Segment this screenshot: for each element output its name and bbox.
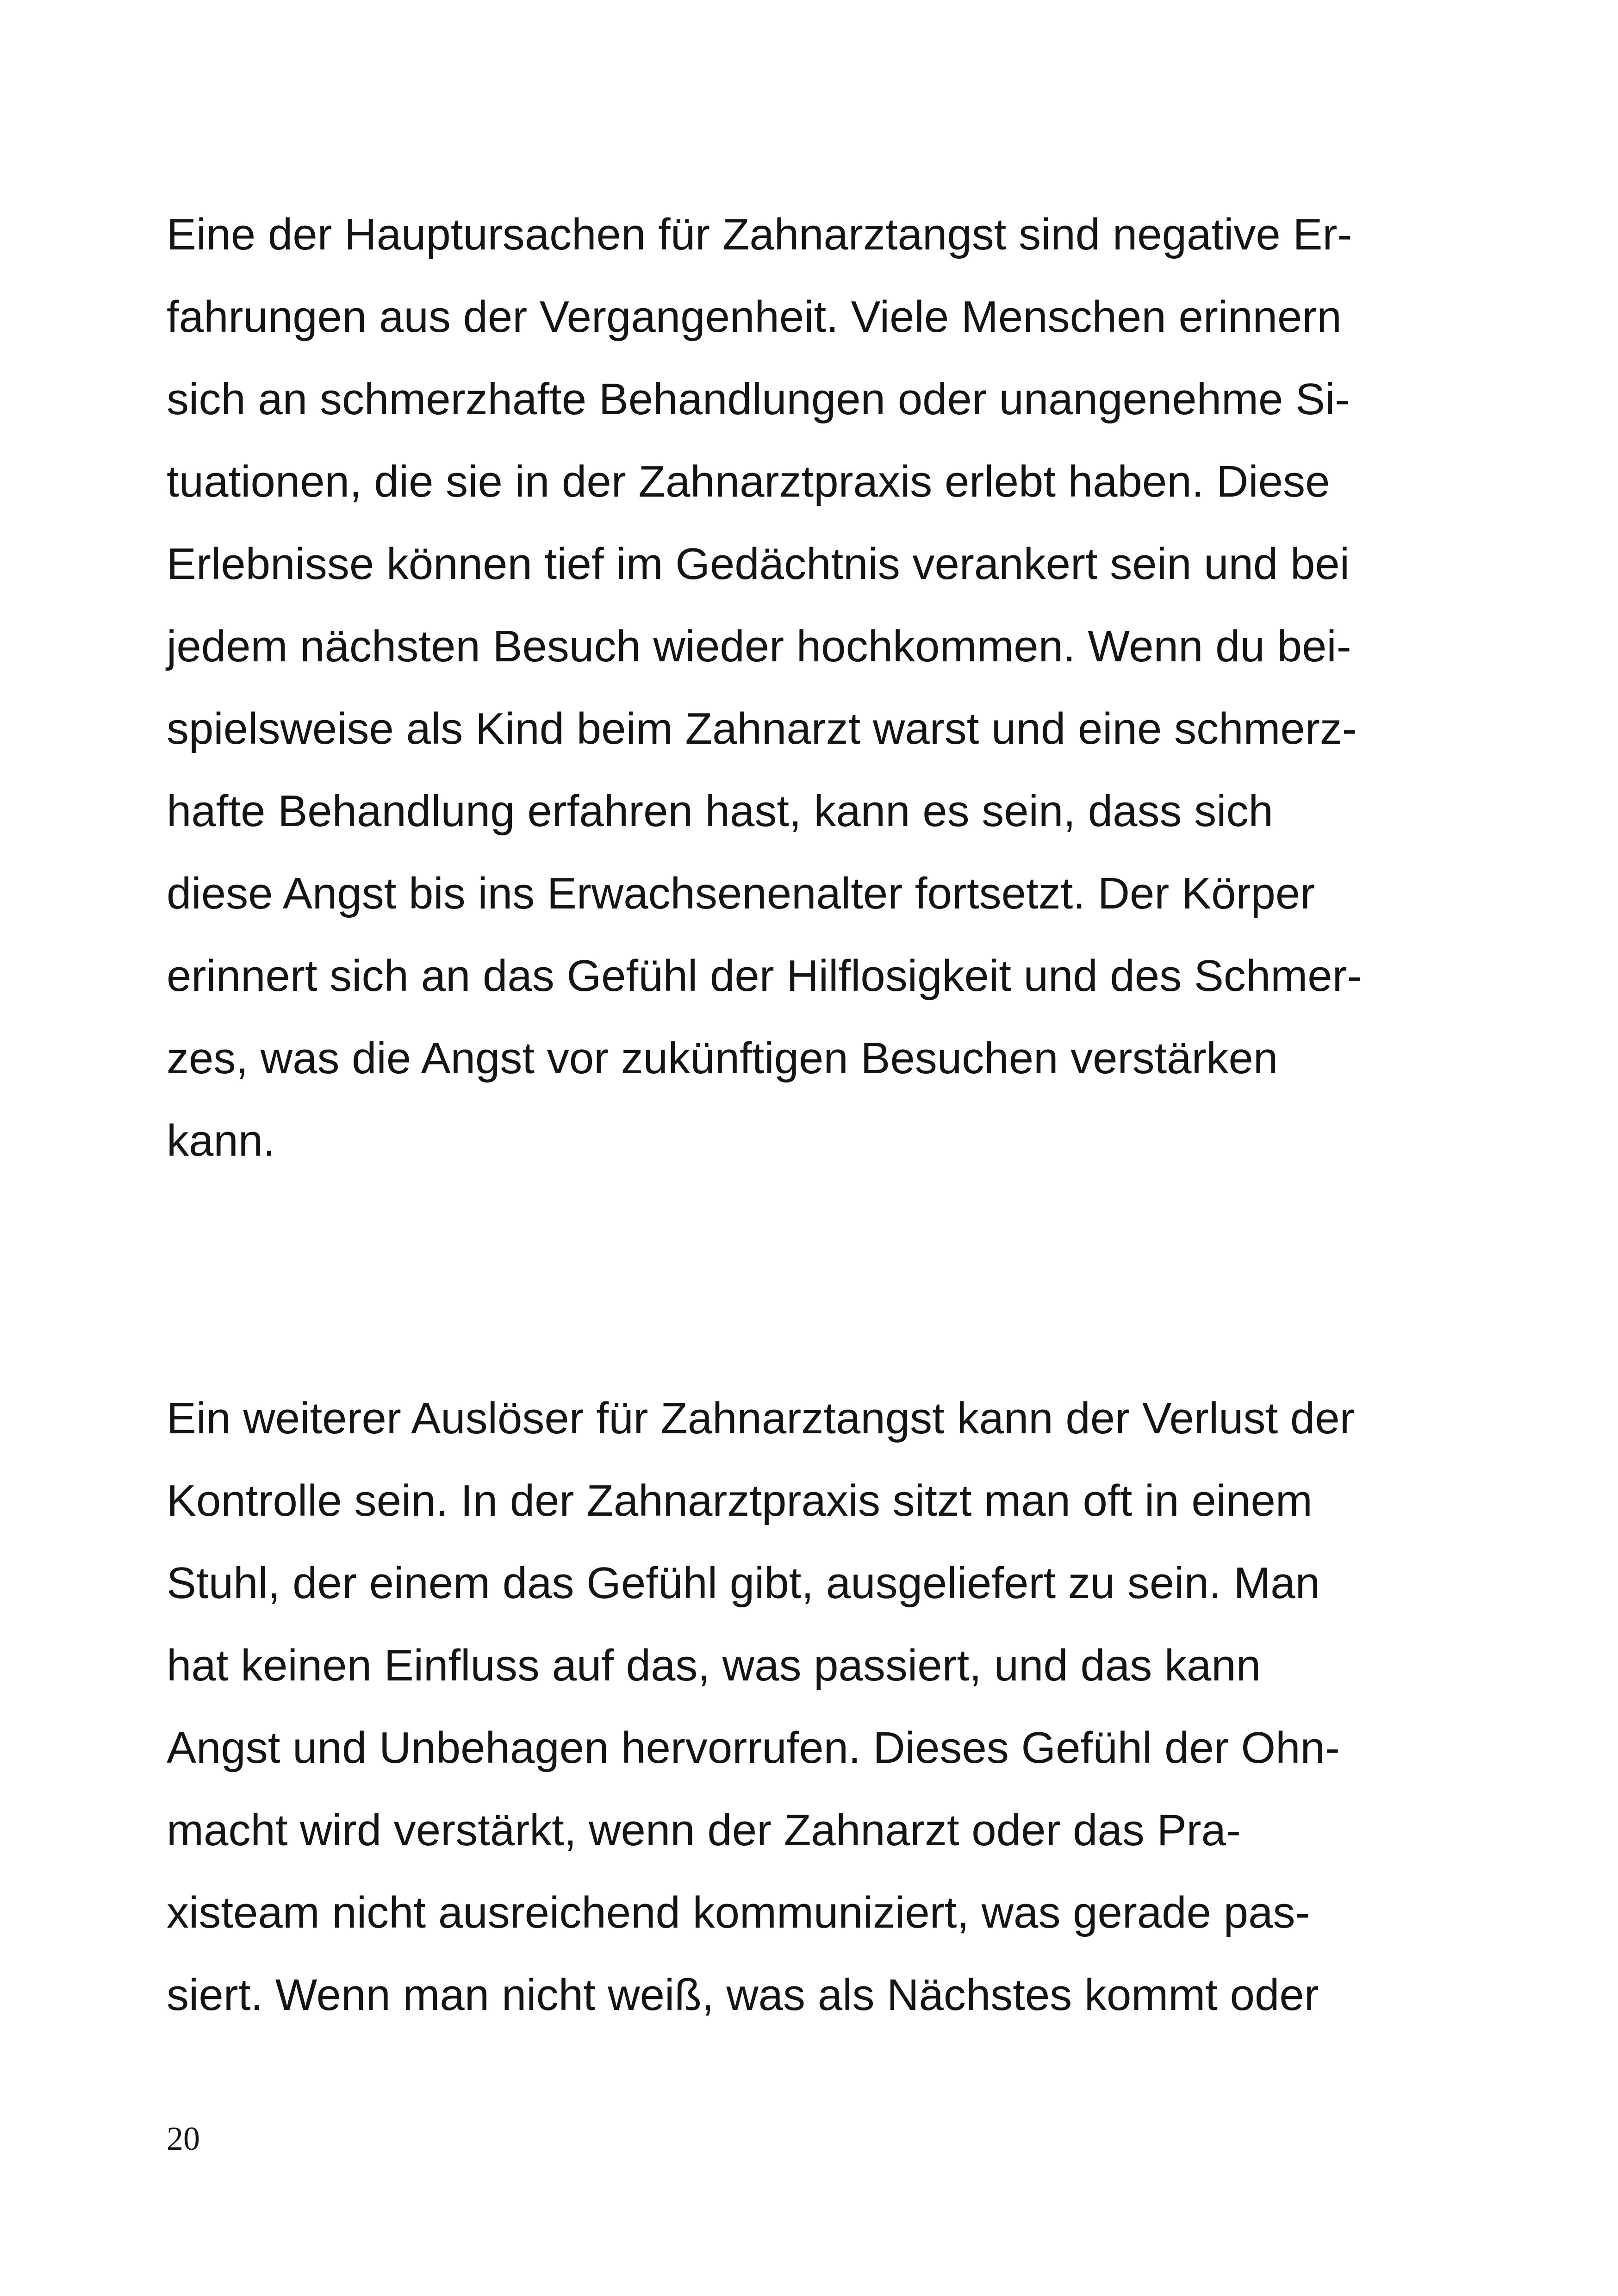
text-line: hafte Behandlung erfahren hast, kann es sein, dass sich	[167, 786, 1273, 836]
text-line: Angst und Unbehagen hervorrufen. Dieses Gefühl der Ohn-	[167, 1723, 1340, 1773]
text-line: Eine der Hauptursachen für Zahnarztangst sind negative Er-	[167, 210, 1352, 259]
text-line: hat keinen Einfluss auf das, was passiert, und das kann	[167, 1641, 1261, 1690]
text-line: Ein weiterer Auslöser für Zahnarztangst kann der Verlust der	[167, 1394, 1355, 1443]
text-line: kann.	[167, 1116, 275, 1165]
text-line: diese Angst bis ins Erwachsenenalter fortsetzt. Der Körper	[167, 869, 1315, 918]
text-line: sich an schmerzhafte Behandlungen oder unangenehme Si-	[167, 374, 1350, 424]
text-line: Kontrolle sein. In der Zahnarztpraxis sitzt man oft in einem	[167, 1476, 1313, 1525]
text-line: spielsweise als Kind beim Zahnarzt warst und eine schmerz-	[167, 704, 1357, 753]
text-line: fahrungen aus der Vergangenheit. Viele Menschen erinnern	[167, 292, 1342, 342]
text-line: erinnert sich an das Gefühl der Hilflosigkeit und des Schmer-	[167, 951, 1362, 1001]
text-line: xisteam nicht ausreichend kommuniziert, was gerade pas-	[167, 1888, 1310, 1937]
text-line: siert. Wenn man nicht weiß, was als Nächstes kommt oder	[167, 1970, 1319, 2020]
text-line: Erlebnisse können tief im Gedächtnis verankert sein und bei	[167, 539, 1350, 589]
text-line: zes, was die Angst vor zukünftigen Besuchen verstärken	[167, 1033, 1278, 1083]
text-line: macht wird verstärkt, wenn der Zahnarzt oder das Pra-	[167, 1805, 1241, 1855]
paragraph-1	[167, 193, 1444, 1182]
text-line: jedem nächsten Besuch wieder hochkommen. Wenn du bei-	[167, 622, 1351, 671]
paragraph-2	[167, 1377, 1444, 2036]
text-line: Stuhl, der einem das Gefühl gibt, ausgeliefert zu sein. Man	[167, 1558, 1320, 1608]
text-line: tuationen, die sie in der Zahnarztpraxis erlebt haben. Diese	[167, 457, 1330, 506]
page-number: 20	[167, 2120, 200, 2157]
